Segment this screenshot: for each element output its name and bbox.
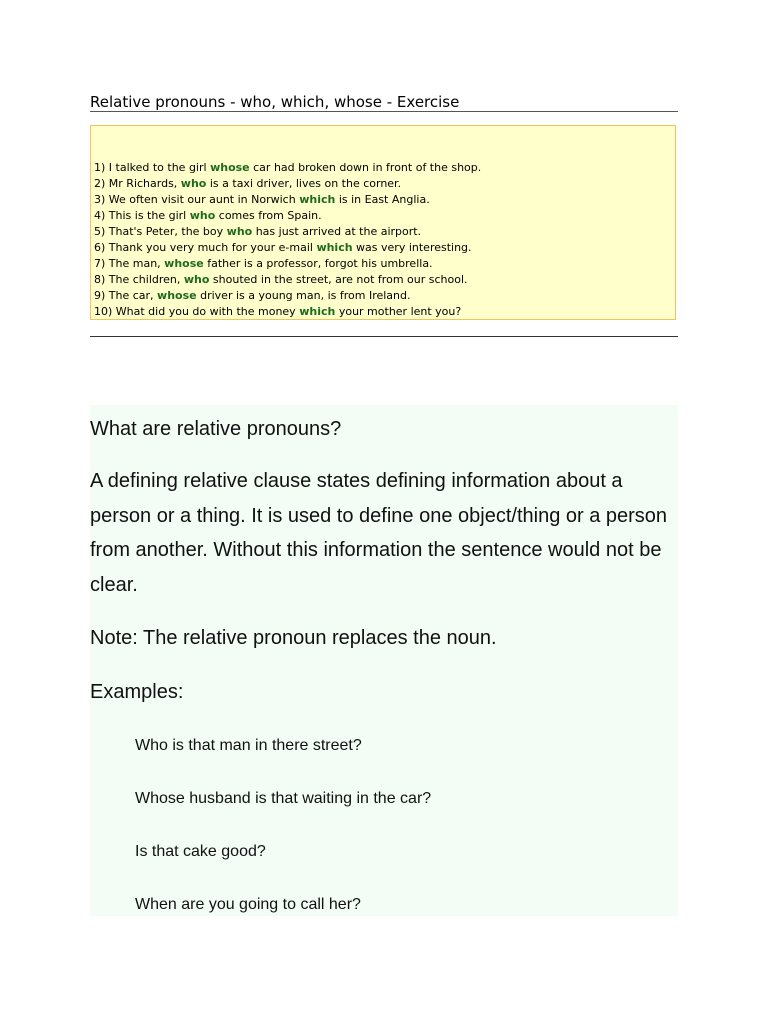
relative-pronoun: which (299, 305, 336, 318)
sentence-text: is a taxi driver, lives on the corner. (206, 177, 402, 190)
section-heading: What are relative pronouns? (90, 418, 342, 440)
relative-pronoun: whose (164, 257, 204, 270)
exercise-sentence-8 (94, 272, 481, 288)
exercise-sentence-3 (94, 192, 481, 208)
sentence-text: 1) I talked to the girl (94, 161, 211, 174)
exercise-sentence-4 (94, 208, 481, 224)
example-sentence: Is that cake good? (135, 843, 266, 860)
sentence-text: has just arrived at the airport. (252, 225, 422, 238)
relative-pronoun: whose (157, 289, 197, 302)
sentence-text: 10) What did you do with the money (94, 305, 300, 318)
sentence-text: 9) The car, (94, 289, 158, 302)
page-title: Relative pronouns - who, which, whose - Exercise (90, 93, 460, 111)
definition-paragraph: A defining relative clause states defining information about a person or a thing. It is used to define one object/thing or a person from another. Without this information the sentence would not be clear. (90, 470, 668, 596)
title-divider (90, 111, 678, 112)
sentence-text: 8) The children, (94, 273, 184, 286)
relative-pronoun: who (180, 177, 207, 190)
sentence-text: 2) Mr Richards, (94, 177, 181, 190)
sentence-text: driver is a young man, is from Ireland. (196, 289, 411, 302)
exercise-sentence-1 (94, 160, 481, 176)
sentence-text: comes from Spain. (215, 209, 322, 222)
exercise-box (90, 125, 676, 320)
sentence-text: 5) That's Peter, the boy (94, 225, 227, 238)
note-text: Note: The relative pronoun replaces the noun. (90, 627, 497, 649)
sentence-text: shouted in the street, are not from our school. (209, 273, 468, 286)
sentence-text: car had broken down in front of the shop. (249, 161, 482, 174)
relative-pronoun: who (226, 225, 253, 238)
example-sentence: When are you going to call her? (135, 896, 361, 913)
exercise-sentence-9 (94, 288, 481, 304)
relative-pronoun: who (189, 209, 216, 222)
sentence-text: 4) This is the girl (94, 209, 190, 222)
examples-label: Examples: (90, 681, 184, 703)
relative-pronoun: which (299, 193, 336, 206)
exercise-list (94, 160, 481, 320)
exercise-sentence-2 (94, 176, 481, 192)
relative-pronoun: whose (210, 161, 250, 174)
sentence-text: 3) We often visit our aunt in Norwich (94, 193, 300, 206)
sentence-text: 7) The man, (94, 257, 165, 270)
exercise-sentence-7 (94, 256, 481, 272)
exercise-sentence-6 (94, 240, 481, 256)
relative-pronoun: who (183, 273, 210, 286)
example-sentence: Who is that man in there street? (135, 737, 362, 754)
sentence-text: your mother lent you? (335, 305, 462, 318)
exercise-sentence-5 (94, 224, 481, 240)
relative-pronoun: which (316, 241, 353, 254)
section-divider (90, 336, 678, 337)
example-sentence: Whose husband is that waiting in the car? (135, 790, 432, 807)
sentence-text: 6) Thank you very much for your e-mail (94, 241, 317, 254)
sentence-text: father is a professor, forgot his umbrella. (203, 257, 433, 270)
sentence-text: is in East Anglia. (335, 193, 430, 206)
sentence-text: was very interesting. (352, 241, 472, 254)
exercise-sentence-10 (94, 304, 481, 320)
